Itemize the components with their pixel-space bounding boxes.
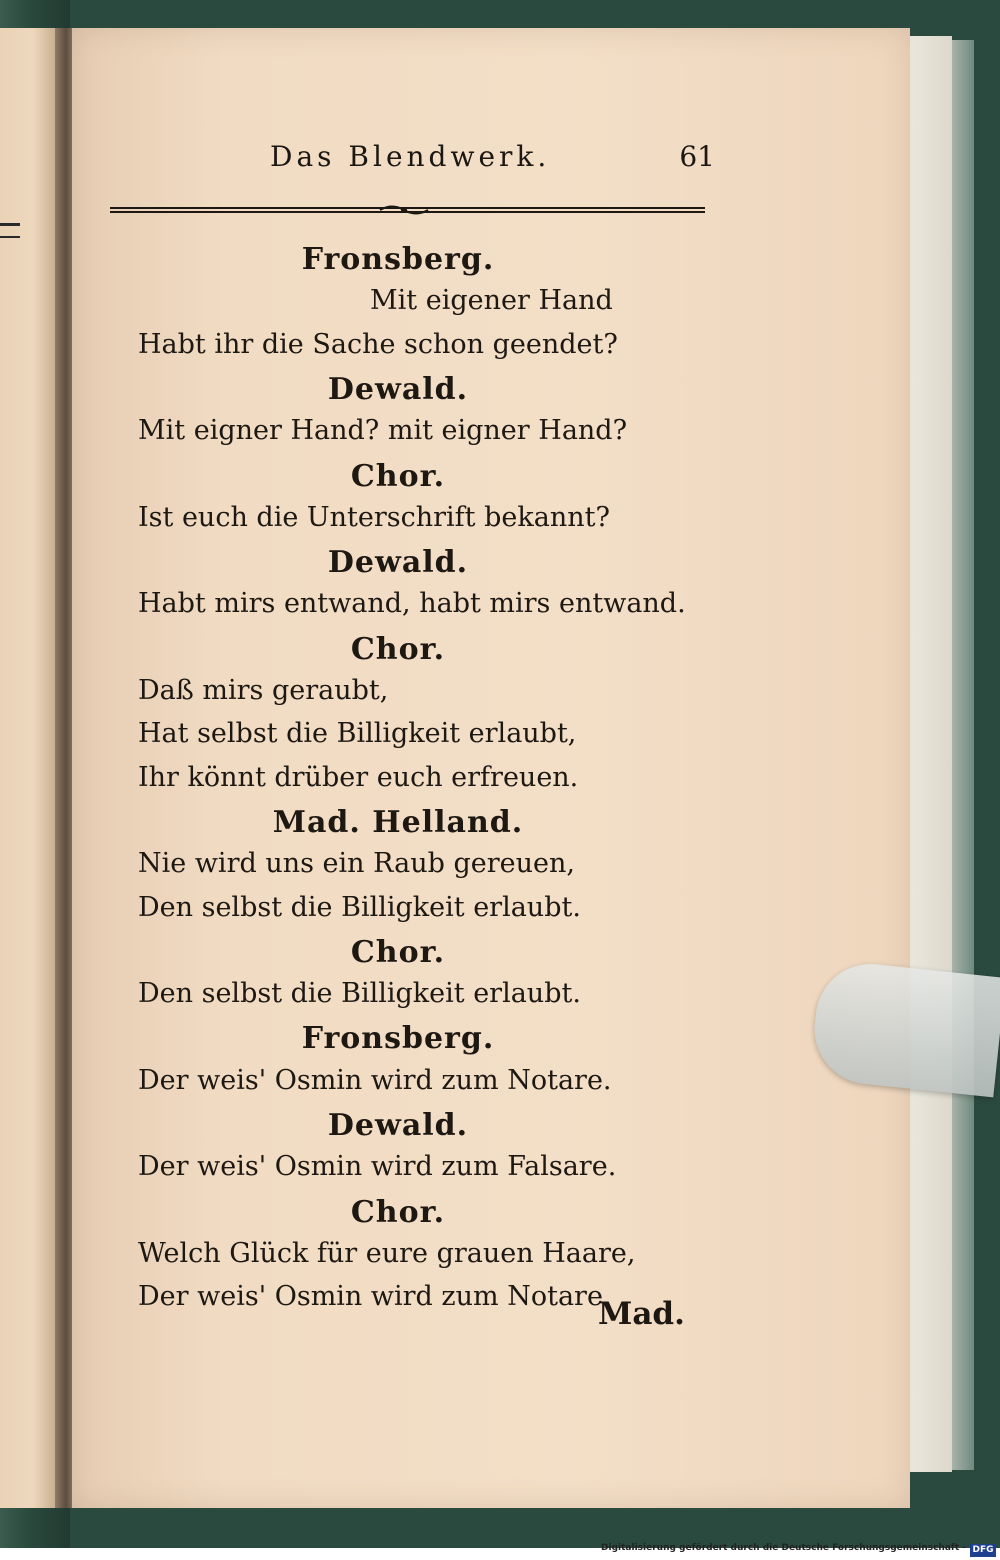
speaker-heading: Dewald. — [327, 371, 469, 407]
verse-line: Welch Glück für eure grauen Haare, — [138, 1237, 636, 1269]
ornamental-rule — [110, 205, 705, 215]
verse-line: Der weis' Osmin wird zum Notare. — [138, 1281, 612, 1313]
speaker-heading: Fronsberg. — [301, 1021, 495, 1057]
digitization-credit: Digitalisierung gefördert durch die Deutsche Forschungsgemeinschaft - — [601, 1543, 966, 1553]
verse-line: Hat selbst die Billigkeit erlaubt, — [138, 718, 577, 750]
speaker-heading: Dewald. — [327, 545, 469, 581]
facing-page-rule-fragment — [0, 223, 20, 238]
speaker-heading: Mad. Helland. — [272, 804, 524, 840]
page-header — [195, 140, 715, 180]
verse-line: Mit eigener Hand — [370, 285, 613, 317]
speaker-heading: Chor. — [350, 1194, 446, 1230]
verse-line: Habt mirs entwand, habt mirs entwand. — [138, 588, 686, 620]
verse-line: Ist euch die Unterschrift bekannt? — [138, 501, 610, 533]
facing-page-edge — [0, 28, 55, 1508]
verse-line: Habt ihr die Sache schon geendet? — [138, 328, 618, 360]
verse-line: Mit eigner Hand? mit eigner Hand? — [138, 415, 628, 447]
cover-right-edge — [952, 40, 974, 1470]
verse-line: Der weis' Osmin wird zum Falsare. — [138, 1151, 617, 1183]
speaker-heading: Dewald. — [327, 1108, 469, 1143]
verse-line: Ihr könnt drüber euch erfreuen. — [138, 761, 579, 793]
catchword: Mad. — [598, 1296, 685, 1332]
verse-line: Nie wird uns ein Raub gereuen, — [138, 848, 575, 880]
speaker-heading: Chor. — [350, 934, 446, 970]
verse-line: Den selbst die Billigkeit erlaubt. — [138, 891, 581, 923]
verse-line: Der weis' Osmin wird zum Notare. — [138, 1064, 612, 1096]
speaker-heading: Fronsberg. — [301, 242, 495, 277]
speaker-heading: Chor. — [350, 631, 446, 667]
dfg-logo: DFG — [970, 1544, 996, 1557]
running-title: Das Blendwerk. — [270, 140, 551, 173]
speaker-heading: Chor. — [350, 458, 446, 494]
page-number: 61 — [679, 140, 715, 173]
verse-line: Den selbst die Billigkeit erlaubt. — [138, 978, 581, 1010]
verse-line: Daß mirs geraubt, — [138, 675, 389, 706]
